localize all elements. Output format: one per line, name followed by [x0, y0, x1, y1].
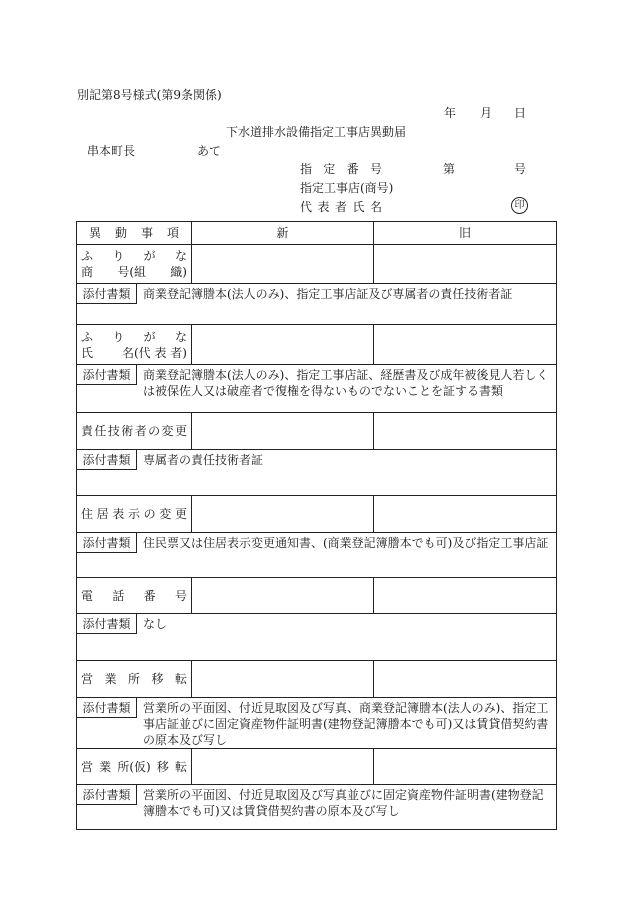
attachment-label: 添付書類	[77, 284, 137, 304]
new-value-cell[interactable]	[192, 325, 374, 365]
attachment-label: 添付書類	[77, 365, 137, 385]
table-row	[77, 325, 557, 365]
attachment-cell	[77, 698, 557, 749]
attachment-text: 商業登記簿謄本(法人のみ)、指定工事店証及び専属者の責任技術者証	[143, 287, 513, 301]
new-value-cell[interactable]	[192, 661, 374, 698]
old-value-cell[interactable]	[374, 245, 557, 284]
attachment-text: 専属者の責任技術者証	[143, 453, 264, 467]
item-label-shimei: ふ り が な 氏 名(代 表 者)	[77, 325, 192, 365]
attachment-text: 商業登記簿謄本(法人のみ)、指定工事店証、経歴書及び成年被後見人若しくは被保佐人又は破産者で復権を得ないものでないことを証する書類	[143, 368, 549, 398]
attachment-label: 添付書類	[77, 450, 137, 470]
document-title: 下水道排水設備指定工事店異動届	[226, 125, 407, 139]
new-value-cell[interactable]	[192, 496, 374, 533]
attachment-label: 添付書類	[77, 614, 137, 634]
table-header-row	[77, 222, 557, 245]
old-value-cell[interactable]	[374, 325, 557, 365]
seal-mark: 印	[511, 197, 528, 214]
old-value-cell[interactable]	[374, 496, 557, 533]
year-label: 年	[444, 106, 457, 120]
table-row	[77, 661, 557, 698]
change-items-table	[76, 221, 557, 830]
attachment-cell	[77, 533, 557, 578]
attachment-label: 添付書類	[77, 533, 137, 553]
header-item-cell: 異 動 事 項	[77, 222, 192, 245]
table-row	[77, 578, 557, 614]
header-new-cell: 新	[192, 222, 374, 245]
attachment-row	[77, 614, 557, 661]
old-value-cell[interactable]	[374, 578, 557, 614]
attachment-text: 営業所の平面図、付近見取図及び写真、商業登記簿謄本(法人のみ)、指定工事店証並びに固定資産物件証明書(建物登記簿謄本でも可)又は賃貸借契約書の原本及び写し	[143, 701, 549, 747]
new-value-cell[interactable]	[192, 578, 374, 614]
daihyosha-label: 代 表 者 氏 名	[300, 200, 382, 214]
table-row	[77, 496, 557, 533]
attachment-text: 営業所の平面図、付近見取図及び写真並びに固定資産物件証明書(建物登記簿謄本でも可)又は賃貸借契約書の原本及び写し	[143, 788, 544, 818]
table-row	[77, 245, 557, 284]
month-label: 月	[480, 106, 493, 120]
attachment-row	[77, 698, 557, 749]
attachment-cell	[77, 785, 557, 830]
attachment-label: 添付書類	[77, 698, 137, 718]
table-row	[77, 413, 557, 450]
go-label: 号	[514, 162, 527, 176]
shitei-bango-label: 指 定 番 号	[300, 162, 382, 176]
new-value-cell[interactable]	[192, 749, 374, 785]
header-old-cell: 旧	[374, 222, 557, 245]
item-label-eigyosho-iten: 営 業 所 移 転	[77, 661, 192, 698]
shitei-kojiten-label: 指定工事店(商号)	[300, 181, 394, 195]
dai-label: 第	[443, 162, 456, 176]
item-label-jukyo: 住 居 表 示 の 変 更	[77, 496, 192, 533]
table-row	[77, 749, 557, 785]
attachment-row	[77, 533, 557, 578]
attachment-cell	[77, 284, 557, 325]
attachment-label: 添付書類	[77, 785, 137, 805]
item-label-denwa: 電 話 番 号	[77, 578, 192, 614]
attachment-row	[77, 284, 557, 325]
attachment-cell	[77, 450, 557, 496]
new-value-cell[interactable]	[192, 413, 374, 450]
addressee-ate: あて	[197, 144, 222, 158]
item-label-eigyosho-kari-iten: 営 業 所(仮) 移 転	[77, 749, 192, 785]
old-value-cell[interactable]	[374, 749, 557, 785]
attachment-row	[77, 450, 557, 496]
old-value-cell[interactable]	[374, 661, 557, 698]
item-label-shogo: ふ り が な 商 号(組 織)	[77, 245, 192, 284]
attachment-cell	[77, 365, 557, 413]
new-value-cell[interactable]	[192, 245, 374, 284]
attachment-text: 住民票又は住居表示変更通知書、(商業登記簿謄本でも可)及び指定工事店証	[143, 536, 549, 550]
item-label-gijutsusha: 責 任 技 術 者 の 変 更	[77, 413, 192, 450]
form-reference: 別記第8号様式(第9条関係)	[77, 88, 222, 102]
addressee: 串本町長	[87, 144, 136, 158]
old-value-cell[interactable]	[374, 413, 557, 450]
attachment-text: なし	[143, 617, 168, 631]
attachment-cell	[77, 614, 557, 661]
day-label: 日	[514, 106, 527, 120]
attachment-row	[77, 785, 557, 830]
attachment-row	[77, 365, 557, 413]
